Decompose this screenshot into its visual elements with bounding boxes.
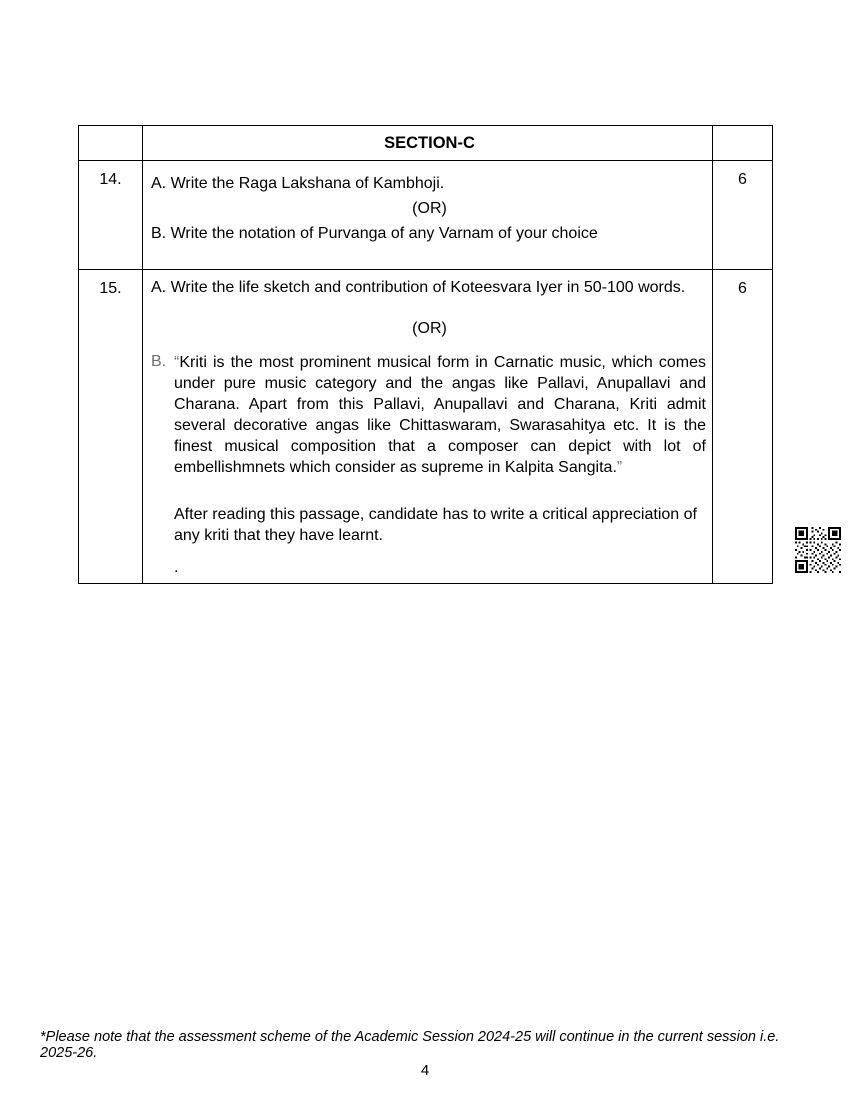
section-header-row — [79, 126, 772, 161]
question-14-part-a: A. Write the Raga Lakshana of Kambhoji. — [151, 175, 445, 192]
question-15-marks: 6 — [712, 270, 772, 583]
question-15-part-b — [151, 352, 708, 478]
question-15-number: 15. — [79, 270, 143, 583]
quote-text: Kriti is the most prominent musical form in Carnatic music, which comes under pure music category and the angas like Pallavi, Anupallavi and Charana. Apart from this Pallavi, Anupallavi and Charana, Kriti admit several decorative angas like Chittaswaram, Swarasahitya etc. It is the finest musical composition that a composer can depict with lot of embellishmnets which consider as supreme in Kalpita Sangita. — [174, 354, 706, 476]
question-15-instruction: After reading this passage, candidate has to write a critical appreciation of any kriti that they have learnt. — [174, 506, 697, 544]
question-15-part-a: A. Write the life sketch and contribution of Koteesvara Iyer in 50-100 words. — [151, 279, 686, 296]
quote-close-mark: ” — [616, 459, 623, 476]
question-14-marks: 6 — [712, 161, 772, 269]
question-row-14 — [79, 161, 772, 270]
assessment-footnote: *Please note that the assessment scheme of the Academic Session 2024-25 will continue in the current session i.e. 2025-26. — [40, 1029, 780, 1061]
question-15-content — [143, 270, 712, 583]
question-15-or: (OR) — [412, 320, 447, 337]
question-row-15 — [79, 270, 772, 583]
question-table — [78, 125, 773, 584]
question-14-number: 14. — [79, 161, 143, 269]
page-number: 4 — [420, 1062, 430, 1079]
question-14-content — [143, 161, 712, 269]
section-header: SECTION-C — [384, 133, 475, 152]
header-marks-cell — [712, 126, 772, 160]
trailing-period: . — [174, 559, 179, 576]
quote-open-mark: “ — [174, 354, 180, 371]
question-14-part-b: B. Write the notation of Purvanga of any Varnam of your choice — [151, 225, 598, 242]
part-b-quote-paragraph — [174, 352, 708, 478]
qr-code — [795, 527, 841, 573]
header-number-cell — [79, 126, 143, 160]
question-14-or: (OR) — [412, 200, 447, 217]
part-b-label: B. — [151, 353, 167, 370]
